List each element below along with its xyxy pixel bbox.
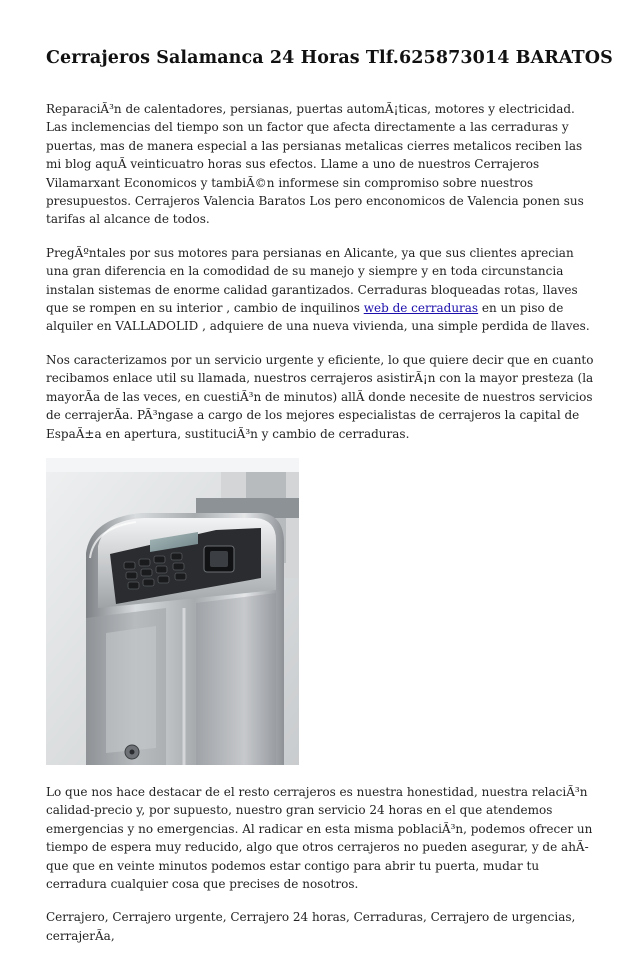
paragraph-2 xyxy=(46,244,594,336)
paragraph-1: ReparaciÃ³n de calentadores, persianas, puertas automÃ¡ticas, motores y electricidad. Las inclemencias del tiempo son un factor que afecta directamente a las cerraduras y puertas, mas de manera especial a las persianas metalicas cierres metalicos reciben las mi blog aquÃ veinticuatro horas sus efectos. Llame a uno de nuestros Cerrajeros Vilamarxant Economicos y tambiÃ©n informese sin compromiso sobre nuestros presupuestos. Cerrajeros Valencia Baratos Los pero enconomicos de Valencia ponen sus tarifas al alcance de todos. xyxy=(46,102,584,227)
paragraph-3: Nos caracterizamos por un servicio urgente y eficiente, lo que quiere decir que en cuanto recibamos enlace util su llamada, nuestros cerrajeros asistirÃ¡n con la mayor presteza (la mayorÃa de las veces, en cuestiÃ³n de minutos) allÃ donde necesite de nuestros servicios de cerrajerÃa. PÃ³ngase a cargo de los mejores especialistas de cerrajeros la capital de EspaÃ±a en apertura, sustituciÃ³n y cambio de cerraduras. xyxy=(46,352,594,441)
turnstile-illustration xyxy=(46,458,299,765)
paragraph-5: Cerrajero, Cerrajero urgente, Cerrajero 24 horas, Cerraduras, Cerrajero de urgencias, cerrajerÃa, xyxy=(46,910,576,943)
turnstile-photo xyxy=(46,458,299,765)
paragraph-2-text-a: PregÃºntales por sus motores para persianas en Alicante, ya que sus clientes aprecian una gran diferencia en la comodidad de su manejo y siempre y en toda circunstancia instalan sistemas de enorme calidad garantizados. Cerraduras bloqueadas rotas, llaves que se rompen en su interior , cambio de inquilinos xyxy=(46,245,578,316)
paragraph-4: Lo que nos hace destacar de el resto cerrajeros es nuestra honestidad, nuestra relaciÃ³n calidad-precio y, por supuesto, nuestro gran servicio 24 horas en el que atendemos emergencias y no emergencias. Al radicar en esta misma poblaciÃ³n, podemos ofrecer un tiempo de espera muy reducido, algo que otros cerrajeros no pueden asegurar, y de ahÃ que que en veinte minutos podemos estar contigo para abrir tu puerta, mudar tu cerradura cualquier cosa que precises de nosotros. xyxy=(46,784,593,891)
paragraph-2-text-b: en un piso de alquiler en VALLADOLID , adquiere de una nueva vivienda, una simple perdida de llaves. xyxy=(46,301,590,334)
cerraduras-link[interactable]: web de cerraduras xyxy=(363,301,479,316)
page-title: Cerrajeros Salamanca 24 Horas Tlf.625873014 BARATOS xyxy=(46,48,613,68)
document xyxy=(46,46,613,960)
